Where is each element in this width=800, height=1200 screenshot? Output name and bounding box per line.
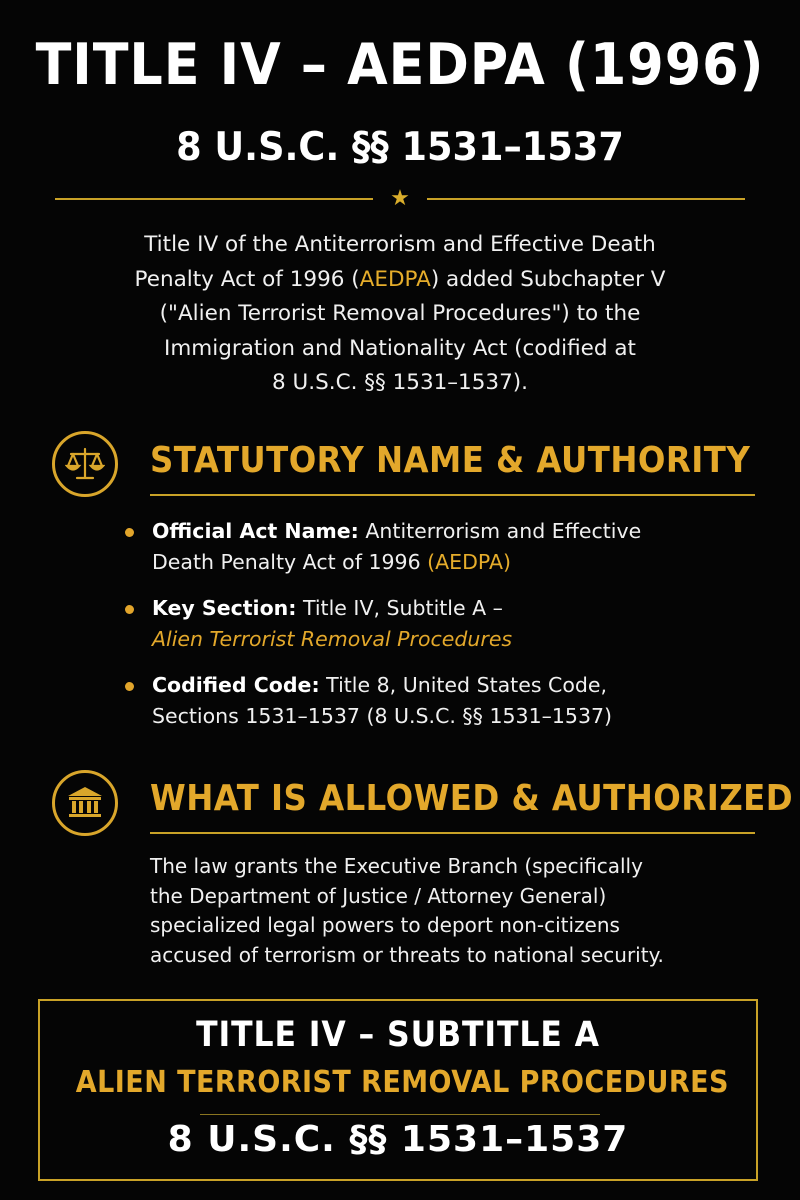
allowed-line: accused of terrorism or threats to national security. xyxy=(150,942,664,967)
intro-text: Penalty Act of 1996 ( xyxy=(134,266,360,292)
intro-line xyxy=(95,263,705,298)
item-text: Death Penalty Act of 1996 xyxy=(152,550,428,574)
summary-title: TITLE IV – SUBTITLE A xyxy=(196,1015,600,1055)
item-text: Title 8, United States Code, xyxy=(319,673,608,697)
bullet-dot xyxy=(125,605,134,614)
divider-left xyxy=(55,198,373,200)
star-icon: ★ xyxy=(390,186,410,211)
item-highlight: (AEDPA) xyxy=(427,550,511,574)
summary-citation: 8 U.S.C. §§ 1531–1537 xyxy=(167,1119,629,1160)
item-text: Sections 1531–1537 (8 U.S.C. §§ 1531–1537) xyxy=(152,704,613,728)
section-divider xyxy=(150,494,755,496)
list-item xyxy=(120,516,720,578)
intro-paragraph xyxy=(95,228,705,401)
intro-line: Immigration and Nationality Act (codified at xyxy=(164,335,636,361)
section-divider xyxy=(150,832,755,834)
section-title-allowed: WHAT IS ALLOWED & AUTHORIZED xyxy=(150,778,794,819)
courthouse-icon xyxy=(52,770,118,836)
allowed-line: specialized legal powers to deport non-citizens xyxy=(150,913,620,937)
main-subtitle: 8 U.S.C. §§ 1531–1537 xyxy=(176,125,624,170)
divider-right xyxy=(427,198,745,200)
bullet-dot xyxy=(125,528,134,537)
allowed-line: The law grants the Executive Branch (specifically xyxy=(150,854,643,878)
item-label: Key Section: xyxy=(152,596,297,620)
item-highlight: Alien Terrorist Removal Procedures xyxy=(152,627,513,651)
item-label: Codified Code: xyxy=(152,673,320,697)
section-title-statutory: STATUTORY NAME & AUTHORITY xyxy=(150,440,751,481)
item-text: Title IV, Subtitle A – xyxy=(296,596,503,620)
statutory-list xyxy=(120,516,720,747)
summary-divider xyxy=(200,1114,600,1115)
intro-text: ) added Subchapter V xyxy=(430,266,666,292)
summary-box xyxy=(38,999,758,1181)
bullet-dot xyxy=(125,682,134,691)
list-item xyxy=(120,670,720,732)
intro-line: Title IV of the Antiterrorism and Effective Death xyxy=(144,232,656,257)
item-text: Antiterrorism and Effective xyxy=(358,519,642,543)
summary-subtitle: ALIEN TERRORIST REMOVAL PROCEDURES xyxy=(75,1065,729,1100)
allowed-line: the Department of Justice / Attorney General) xyxy=(150,883,607,908)
main-title: TITLE IV – AEDPA (1996) xyxy=(35,32,765,98)
list-item xyxy=(120,593,720,655)
item-label: Official Act Name: xyxy=(152,519,359,543)
intro-line: ("Alien Terrorist Removal Procedures") to the xyxy=(159,301,641,326)
allowed-paragraph xyxy=(150,852,710,970)
scales-icon xyxy=(52,431,118,497)
intro-line: 8 U.S.C. §§ 1531–1537). xyxy=(272,370,528,395)
acronym-highlight: AEDPA xyxy=(359,266,431,292)
